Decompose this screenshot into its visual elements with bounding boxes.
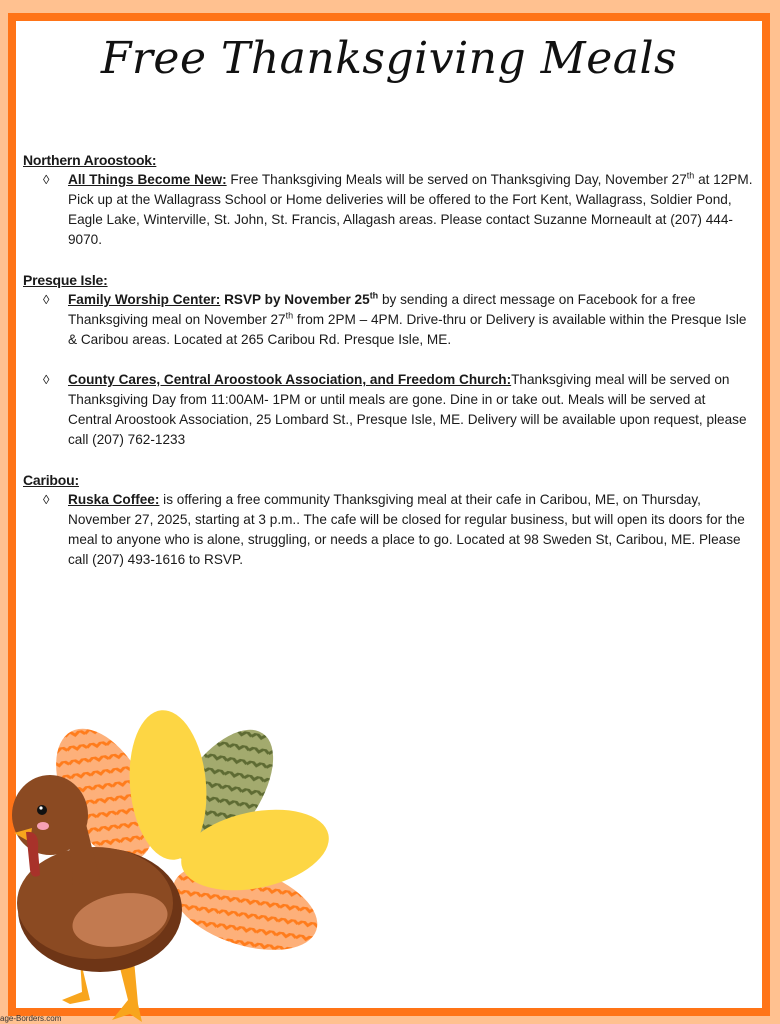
list-item — [23, 370, 753, 450]
turkey-illustration-icon — [0, 700, 340, 1024]
watermark-text: age-Borders.com — [0, 1014, 62, 1023]
entry-text: Thanksgiving meal will be served on Thanksgiving Day from 11:00AM- 1PM or until meals are gone. Dine in or take out. Meals will be served at Central Aroostook Association, 25 Lombard St., Presque Isle, ME. Delivery will be available upon request, please call (207) 762-1233 — [68, 372, 747, 447]
list-item — [23, 490, 753, 570]
diamond-bullet-icon: ◊ — [43, 172, 50, 187]
diamond-bullet-icon: ◊ — [43, 292, 50, 307]
entry-text: by sending a direct message on Facebook for a free Thanksgiving meal on November 27 — [68, 292, 696, 327]
entry-text: Free Thanksgiving Meals will be served on Thanksgiving Day, November 27 — [226, 172, 687, 187]
entry-text: is offering a free community Thanksgiving meal at their cafe in Caribou, ME, on Thursday, November 27, 2025, starting at 3 p.m.. The cafe will be closed for regular business, but will open its doors for the meal to anyone who is alone, struggling, or needs a place to go. Located at 98 Sweden St, Caribou, ME. Please call (207) 493-1616 to RSVP. — [68, 492, 745, 567]
section-heading-caribou: Caribou: — [23, 472, 79, 488]
section-heading-northern-aroostook: Northern Aroostook: — [23, 152, 157, 168]
org-name: Family Worship Center: — [68, 292, 221, 307]
entry-text: from 2PM – 4PM. Drive-thru or Delivery is available within the Presque Isle & Caribou areas. Located at 265 Caribou Rd. Presque Isle, ME. — [68, 312, 747, 347]
page-title: Free Thanksgiving Meals — [100, 33, 678, 84]
rsvp-deadline: RSVP by November 25 — [220, 292, 370, 307]
section-heading-presque-isle: Presque Isle: — [23, 272, 108, 288]
ordinal-suffix: th — [369, 290, 379, 301]
diamond-bullet-icon: ◊ — [43, 372, 50, 387]
ordinal-suffix: th — [686, 170, 695, 181]
org-name: Ruska Coffee: — [68, 492, 160, 507]
entry-text: at 12PM. Pick up at the Wallagrass School or Home deliveries will be offered to the Fort Kent, Wallagrass, Soldier Pond, Eagle Lake, Winterville, St. John, St. Francis, Allagash areas. Please contact Suzanne Morneault at (207) 444-9070. — [68, 172, 753, 247]
org-name: All Things Become New: — [68, 172, 227, 187]
ordinal-suffix: th — [285, 310, 294, 321]
org-name: County Cares, Central Aroostook Association, and Freedom Church: — [68, 372, 512, 387]
list-item — [23, 170, 753, 250]
flyer-content — [23, 150, 753, 570]
diamond-bullet-icon: ◊ — [43, 492, 50, 507]
list-item — [23, 290, 753, 350]
